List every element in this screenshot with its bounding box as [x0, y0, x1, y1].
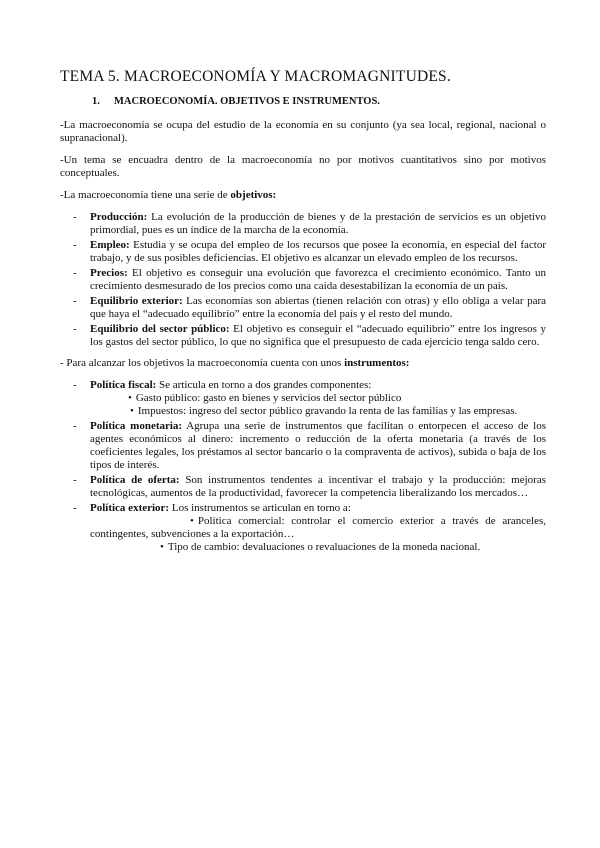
objetivo-text: La evolución de la producción de bienes y de la prestación de servicios es un objetivo primordial, pues es un índice de la marcha de la economía.	[90, 211, 546, 236]
objetivo-equilibrio-exterior	[60, 295, 546, 321]
paragraph-definition: -La macroeconomía se ocupa del estudio de la economía en su conjunto (ya sea local, regional, nacional o supranacional).	[60, 119, 546, 144]
objetivo-text: Estudia y se ocupa del empleo de los recursos que posee la economía, en especial del factor trabajo, y de sus posibles deficiencias. El objetivo es alcanzar un elevado empleo de los recursos.	[90, 239, 546, 264]
objetivos-intro-bold: objetivos:	[230, 189, 277, 201]
bullet-icon: •	[190, 515, 194, 527]
sub-item-text: Política comercial: controlar el comercio exterior a través de aranceles, contingentes, subvenciones a la exportación…	[90, 515, 546, 540]
instrumentos-intro	[60, 357, 546, 370]
sub-item-text: Tipo de cambio: devaluaciones o revaluaciones de la moneda nacional.	[167, 541, 481, 553]
sub-item-impuestos	[90, 405, 546, 418]
instrumento-term: Política exterior:	[90, 502, 170, 514]
paragraph-criterion: -Un tema se encuadra dentro de la macroeconomía no por motivos cuantitativos sino por motivos conceptuales.	[60, 154, 546, 179]
section-title: MACROECONOMÍA. OBJETIVOS E INSTRUMENTOS.	[114, 96, 380, 107]
bullet-icon: •	[128, 392, 132, 404]
objetivos-intro	[60, 189, 546, 202]
sub-item-text: Impuestos: ingreso del sector público gravando la renta de las familias y las empresas.	[137, 405, 518, 417]
instrumentos-intro-text: - Para alcanzar los objetivos la macroeconomía cuenta con unos	[60, 357, 345, 369]
objetivo-term: Producción:	[90, 211, 148, 223]
instrumento-term: Política de oferta:	[90, 474, 180, 486]
document-page	[60, 68, 546, 562]
section-heading	[92, 96, 546, 107]
sub-item-tipo-cambio	[90, 541, 546, 554]
sub-item-text: Gasto público: gasto en bienes y servicios del sector público	[135, 392, 402, 404]
instrumentos-list	[60, 379, 546, 554]
bullet-icon: •	[130, 405, 134, 417]
objetivo-term: Precios:	[90, 267, 128, 279]
sub-item-comercial	[90, 515, 546, 541]
page-title: TEMA 5. MACROECONOMÍA Y MACROMAGNITUDES.	[60, 68, 451, 85]
instrumentos-intro-bold: instrumentos:	[344, 357, 410, 369]
objetivo-term: Empleo:	[90, 239, 130, 251]
instrumento-exterior	[60, 502, 546, 554]
instrumento-text: Se articula en torno a dos grandes componentes:	[156, 379, 372, 391]
objetivo-equilibrio-publico	[60, 323, 546, 349]
objetivo-produccion	[60, 211, 546, 237]
objetivos-intro-text: -La macroeconomía tiene una serie de	[60, 189, 231, 201]
instrumento-text: Agrupa una serie de instrumentos que facilitan o entorpecen el acceso de los agentes económicos al dinero: incremento o reducción de la oferta monetaria (a través de los coeficientes legales, los préstamos al sector bancario o la compraventa de activos), subida o baja de los tipos de interés.	[90, 420, 546, 471]
instrumento-text: Son instrumentos tendentes a incentivar el trabajo y la producción: mejoras tecnológicas, aumentos de la productividad, favorecer la competencia liberalizando los mercados…	[90, 474, 546, 499]
instrumento-term: Política fiscal:	[90, 379, 157, 391]
objetivo-text: Las economías son abiertas (tienen relación con otras) y ello obliga a velar para que haya el “adecuado equilibrio” entre la economía del país y el resto del mundo.	[90, 295, 546, 320]
objetivo-text: El objetivo es conseguir una evolución que favorezca el crecimiento económico. Tanto un crecimiento desmesurado de los precios como una caída desestabilizan la economía de un país.	[90, 267, 546, 292]
sub-item-gasto	[90, 392, 546, 405]
instrumento-fiscal	[60, 379, 546, 418]
instrumento-text: Los instrumentos se articulan en torno a:	[169, 502, 351, 514]
objetivos-list	[60, 211, 546, 349]
objetivo-precios	[60, 267, 546, 293]
instrumento-monetaria	[60, 420, 546, 472]
instrumento-term: Política monetaria:	[90, 420, 183, 432]
objetivo-term: Equilibrio exterior:	[90, 295, 183, 307]
bullet-icon: •	[160, 541, 164, 553]
objetivo-text: El objetivo es conseguir el “adecuado equilibrio” entre los ingresos y los gastos del sector público, lo que no significa que el presupuesto de cada ejercicio tenga saldo cero.	[90, 323, 546, 348]
objetivo-empleo	[60, 239, 546, 265]
objetivo-term: Equilibrio del sector público:	[90, 323, 230, 335]
section-number: 1.	[92, 96, 100, 107]
instrumento-oferta	[60, 474, 546, 500]
